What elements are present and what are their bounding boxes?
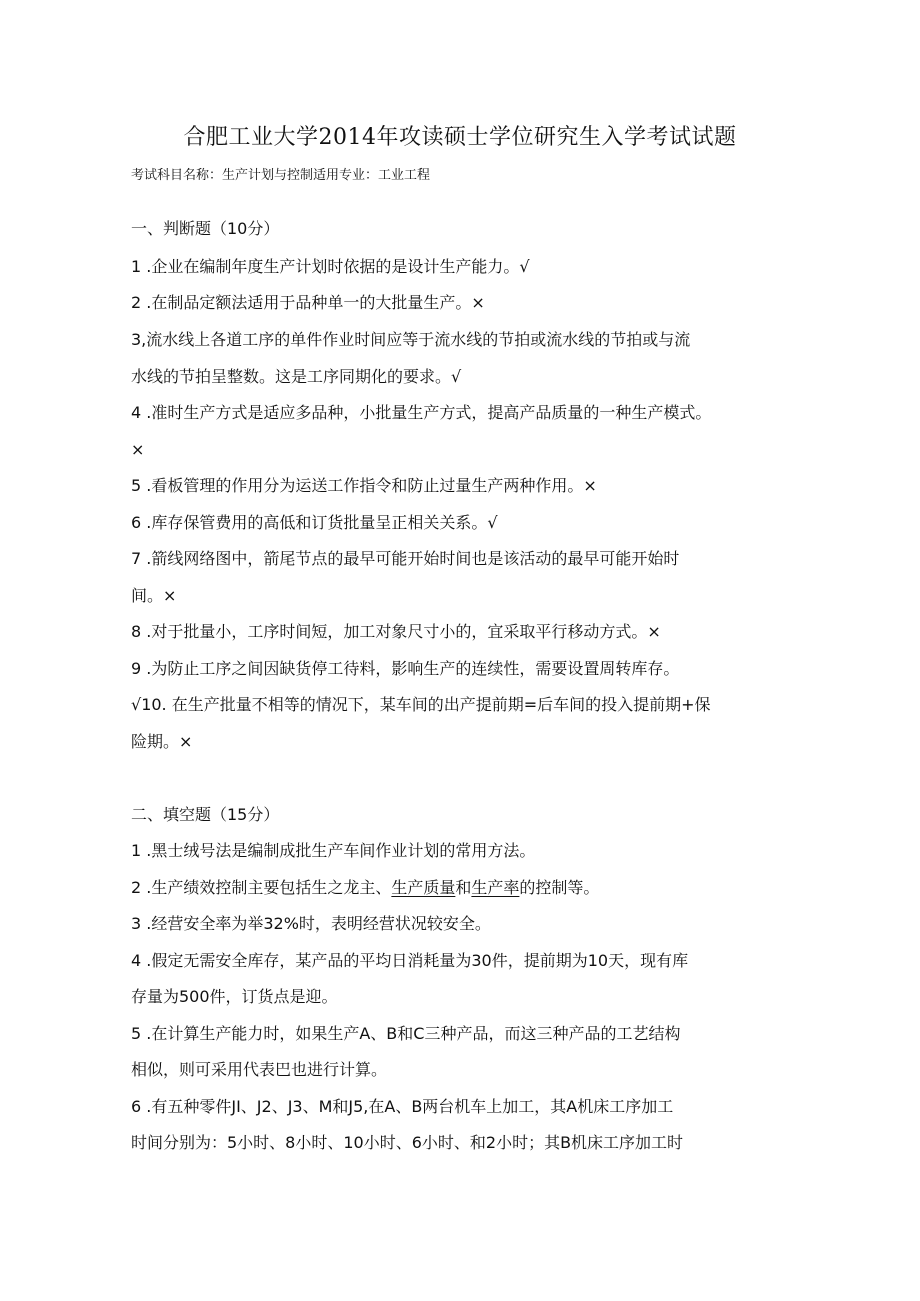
s2-line-2: [131, 877, 599, 899]
s1-line-9: 7 .箭线网络图中，箭尾节点的最早可能开始时间也是该活动的最早可能开始时: [131, 549, 680, 568]
s1-line-14: 险期。×: [131, 732, 193, 751]
s2-line-8: 6 .有五种零件JI、J2、J3、M和J5,在A、B两台机车上加工，其A机床工序加工: [131, 1097, 674, 1116]
section1-heading: 一、判断题（10分）: [131, 219, 280, 238]
s1-line-6: ×: [131, 440, 145, 459]
s2-line-9: 时间分别为：5小时、8小时、10小时、6小时、和2小时；其B机床工序加工时: [131, 1133, 684, 1152]
s2-line-5: 存量为500件，订货点是迎。: [131, 987, 338, 1006]
section2-heading: 二、填空题（15分）: [131, 805, 280, 824]
s2-line-2-text-a: 2 .生产绩效控制主要包括生之龙主、: [131, 878, 392, 897]
s1-line-2: 2 .在制品定额法适用于品种单一的大批量生产。×: [131, 293, 485, 312]
exam-title: 合肥工业大学2014年攻读硕士学位研究生入学考试试题: [183, 125, 737, 150]
s1-line-10: 间。×: [131, 586, 177, 605]
exam-subject-line: 考试科目名称：生产计划与控制适用专业：工业工程: [131, 168, 431, 183]
s1-line-4: 水线的节拍呈整数。这是工序同期化的要求。√: [131, 367, 462, 386]
s2-line-2-text-c: 的控制等。: [519, 878, 600, 897]
s2-line-6: 5 .在计算生产能力时，如果生产A、B和C三种产品，而这三种产品的工艺结构: [131, 1024, 681, 1043]
s1-line-12: 9 .为防止工序之间因缺货停工待料，影响生产的连续性，需要设置周转库存。: [131, 659, 680, 678]
answer-underlined-1: 生产质量: [391, 878, 456, 897]
s2-line-2-text-b: 和: [455, 878, 472, 897]
s1-line-7: 5 .看板管理的作用分为运送工作指令和防止过量生产两种作用。×: [131, 476, 597, 495]
s1-line-8: 6 .库存保管费用的高低和订货批量呈正相关关系。√: [131, 513, 498, 532]
s1-line-1: 1 .企业在编制年度生产计划时依据的是设计生产能力。√: [131, 257, 530, 276]
s2-line-3: 3 .经营安全率为举32%时，表明经营状况较安全。: [131, 914, 491, 933]
answer-underlined-2: 生产率: [471, 878, 520, 897]
s1-line-13: √10. 在生产批量不相等的情况下，某车间的出产提前期=后车间的投入提前期+保: [131, 695, 711, 714]
s1-line-11: 8 .对于批量小，工序时间短，加工对象尺寸小的，宜采取平行移动方式。×: [131, 622, 661, 641]
s1-line-5: 4 .准时生产方式是适应多品种，小批量生产方式，提高产品质量的一种生产模式。: [131, 403, 712, 422]
s2-line-4: 4 .假定无需安全库存，某产品的平均日消耗量为30件，提前期为10天，现有库: [131, 951, 689, 970]
s2-line-1: 1 .黑士绒号法是编制成批生产车间作业计划的常用方法。: [131, 841, 536, 860]
s2-line-7: 相似，则可采用代表巴也进行计算。: [131, 1060, 388, 1079]
s1-line-3: 3,流水线上各道工序的单件作业时间应等于流水线的节拍或流水线的节拍或与流: [131, 330, 691, 349]
